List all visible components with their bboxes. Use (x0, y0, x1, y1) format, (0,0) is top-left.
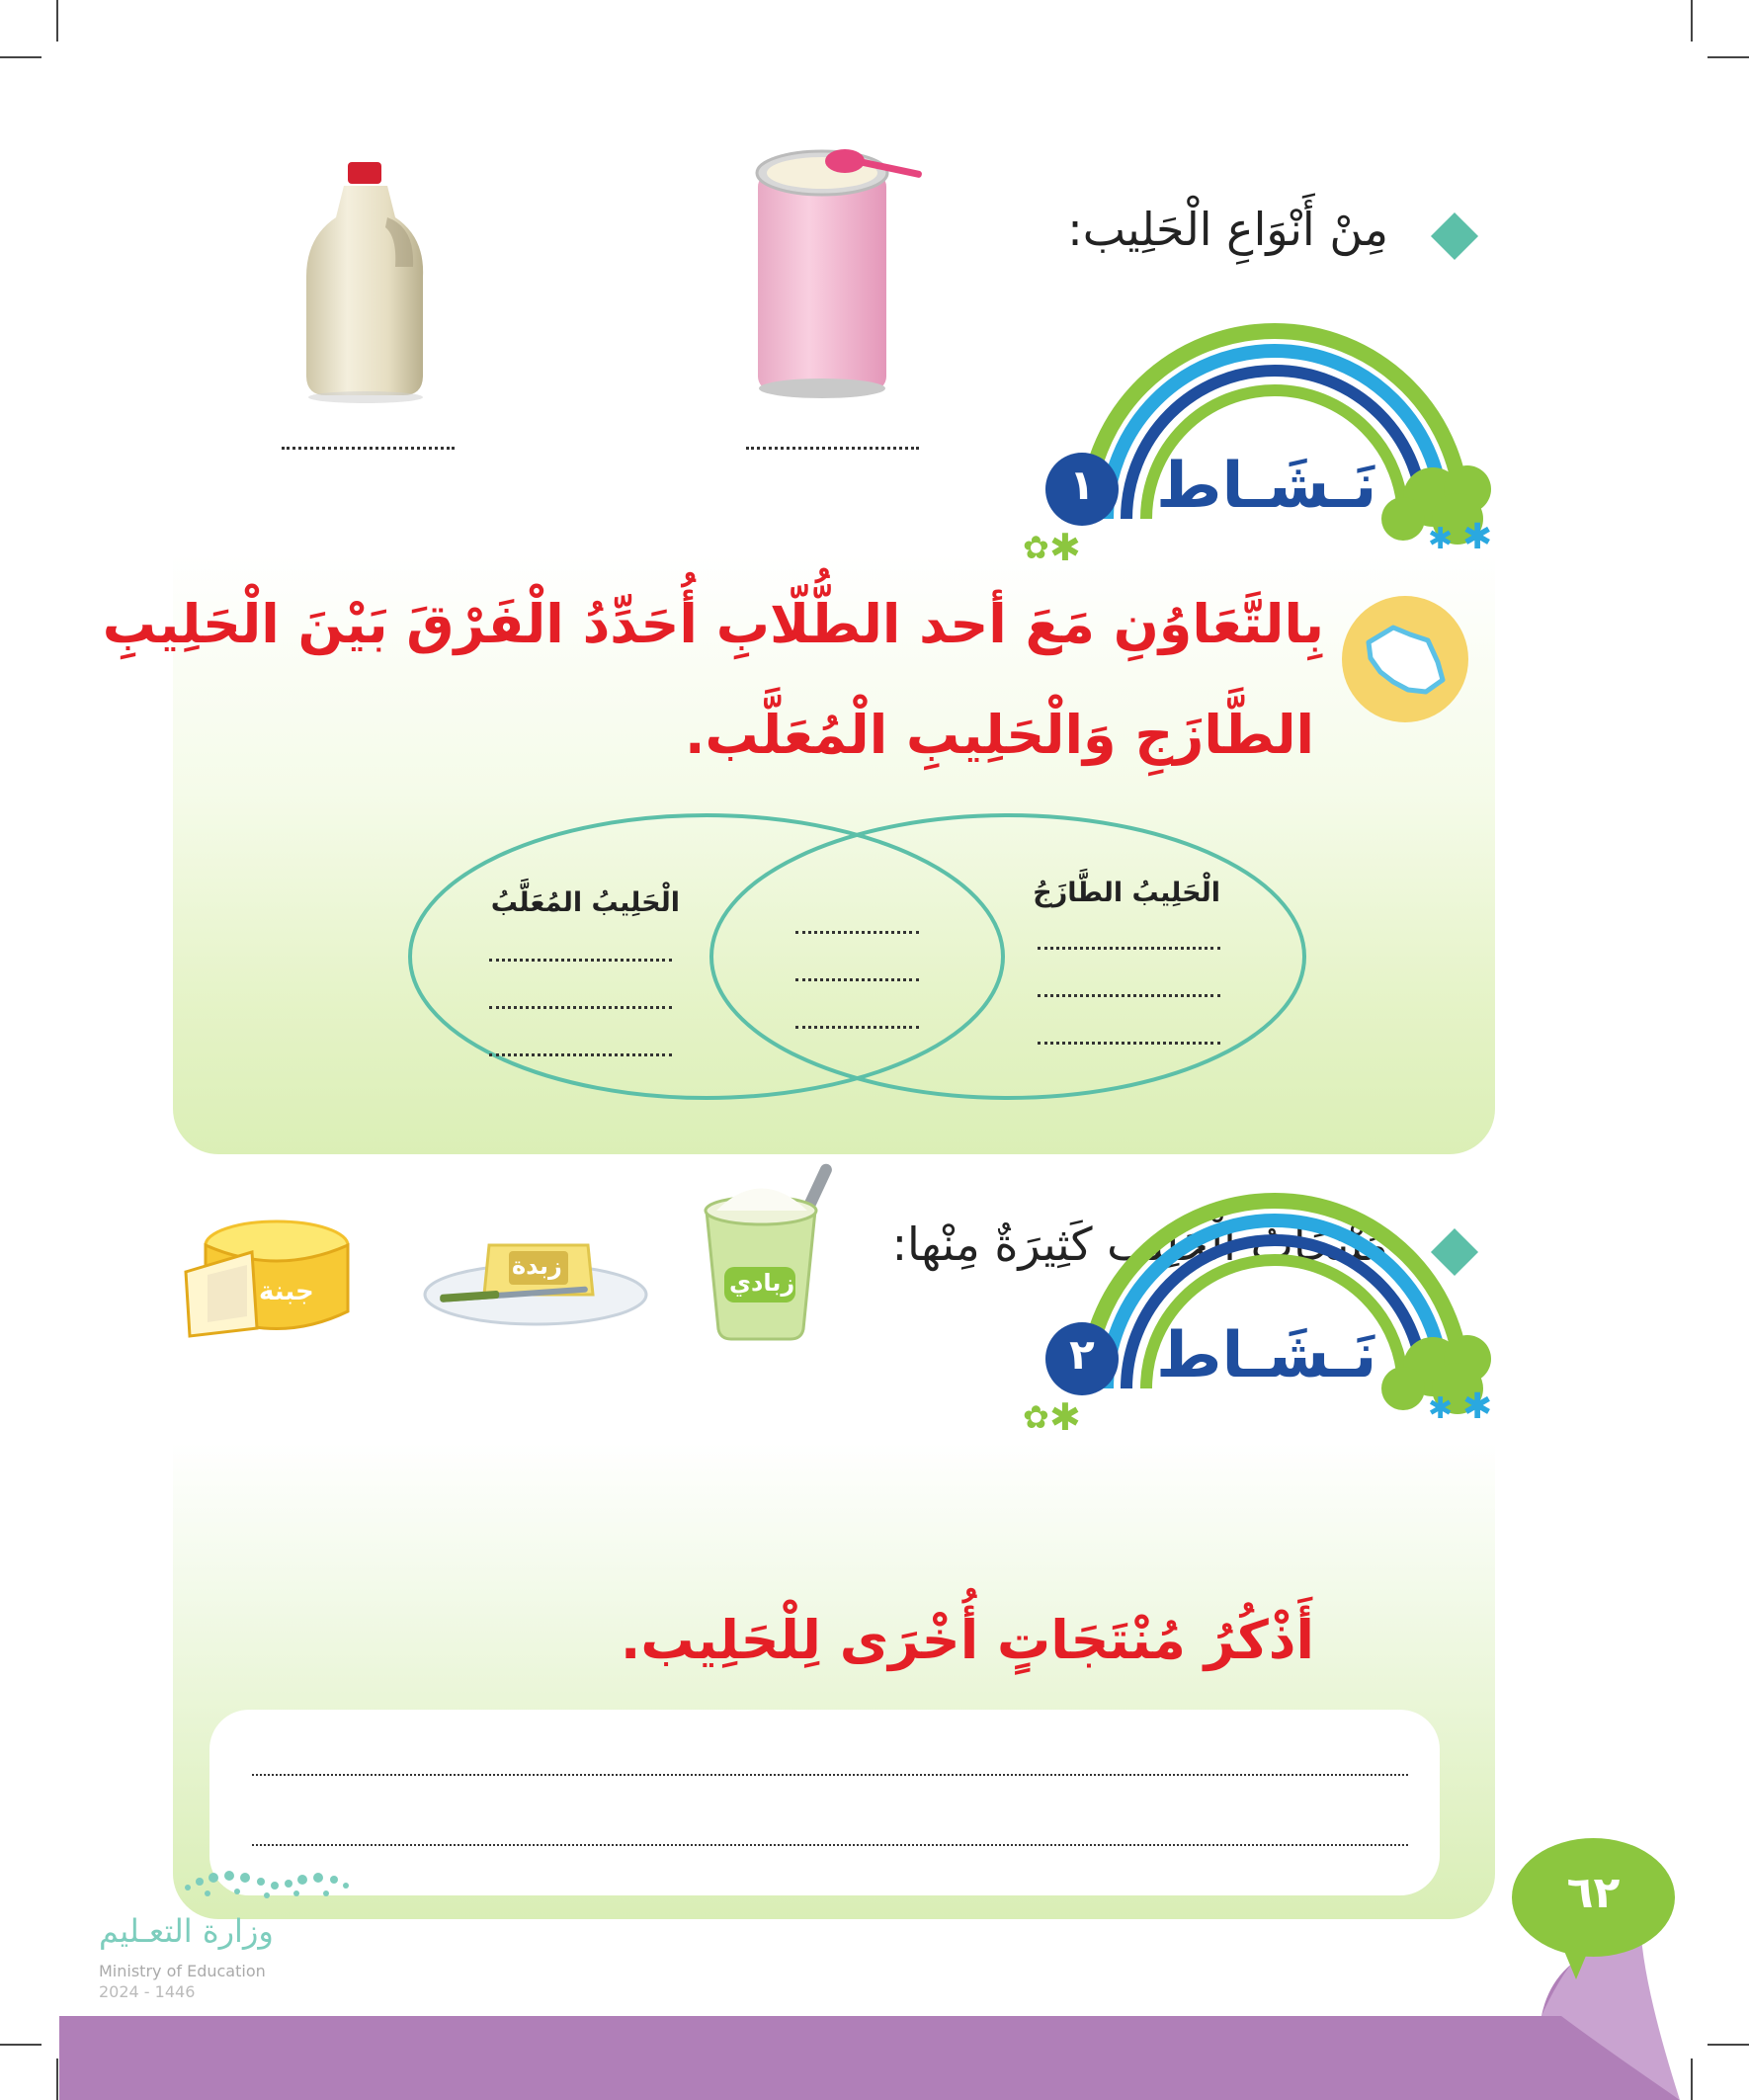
activity1-title: نَـشَـاط (1156, 450, 1377, 523)
flower-icon: ✱ (1049, 1395, 1081, 1439)
svg-text:✱: ✱ (1462, 1386, 1493, 1427)
yogurt-label: زبادي (729, 1269, 795, 1297)
ministry-logo-icon (178, 1858, 356, 1907)
rainbow-icon (1067, 1151, 1512, 1438)
venn-left-line[interactable] (489, 1006, 672, 1009)
ministry-year: 2024 - 1446 (99, 1982, 196, 2001)
venn-middle-line[interactable] (795, 1026, 919, 1029)
venn-left-line[interactable] (489, 959, 672, 962)
butter-label: زبدة (512, 1252, 562, 1280)
answer-line-jug[interactable] (282, 447, 455, 450)
ministry-name-ar: وزارة التعـليم (99, 1912, 274, 1950)
flower-icon: ✿ (1023, 1398, 1049, 1436)
svg-text:✱: ✱ (1462, 517, 1493, 557)
venn-middle-line[interactable] (795, 931, 919, 934)
crop-mark (1691, 0, 1693, 42)
activity1-instruction-line2: الطَّازَجِ وَالْحَلِيبِ الْمُعَلَّب. (685, 704, 1314, 766)
activity2-number: ٢ (1069, 1330, 1095, 1379)
saudi-map-icon (1339, 593, 1472, 726)
answer-box (209, 1710, 1440, 1895)
page-number: ٦٢ (1566, 1868, 1621, 1918)
venn-left-line[interactable] (489, 1053, 672, 1056)
svg-text:✱: ✱ (1428, 1391, 1454, 1426)
milk-jug-image (296, 158, 435, 405)
venn-left-label: الْحَلِيبُ المُعَلَّبُ (490, 887, 680, 918)
activity2-instruction: أَذْكُرُ مُنْتَجَاتٍ أُخْرَى لِلْحَلِيب. (620, 1609, 1314, 1671)
venn-diagram (400, 808, 1319, 1105)
rainbow-icon (1067, 282, 1512, 568)
ministry-name-en: Ministry of Education (99, 1962, 266, 1980)
crop-mark (1707, 56, 1749, 58)
crop-mark (0, 56, 42, 58)
activity1-instruction-line1: بِالتَّعَاوُنِ مَعَ أحد الطُّلّابِ أُحَدِّدُ الْفَرْقَ بَيْنَ الْحَلِيبِ (102, 593, 1324, 655)
section1-heading: مِنْ أَنْوَاعِ الْحَلِيب: (1067, 203, 1388, 256)
answer-line[interactable] (252, 1774, 1408, 1776)
venn-right-line[interactable] (1038, 994, 1220, 997)
bubble-tail-icon (1546, 1932, 1606, 1981)
flower-icon: ✱ (1049, 526, 1081, 569)
venn-right-label: الْحَلِيبُ الطَّازَجُ (1033, 878, 1220, 908)
flower-icon: ✿ (1023, 529, 1049, 566)
yogurt-image (697, 1156, 855, 1344)
bullet-diamond-icon (1431, 212, 1478, 260)
activity2-title: نَـشَـاط (1156, 1319, 1377, 1392)
section2-heading: مُنْتَجَاتُ الْحَلِيبِ كَثِيرَةٌ مِنْها: (891, 1218, 1388, 1271)
venn-right-line[interactable] (1038, 1042, 1220, 1045)
cheese-label: جبنة (259, 1277, 314, 1306)
venn-right-line[interactable] (1038, 947, 1220, 950)
venn-middle-line[interactable] (795, 978, 919, 981)
powdered-milk-can-image (746, 143, 934, 400)
answer-line[interactable] (252, 1844, 1408, 1846)
svg-text:✱: ✱ (1428, 522, 1454, 556)
activity1-number: ١ (1069, 461, 1095, 509)
answer-line-can[interactable] (746, 447, 919, 450)
crop-mark (56, 0, 58, 42)
